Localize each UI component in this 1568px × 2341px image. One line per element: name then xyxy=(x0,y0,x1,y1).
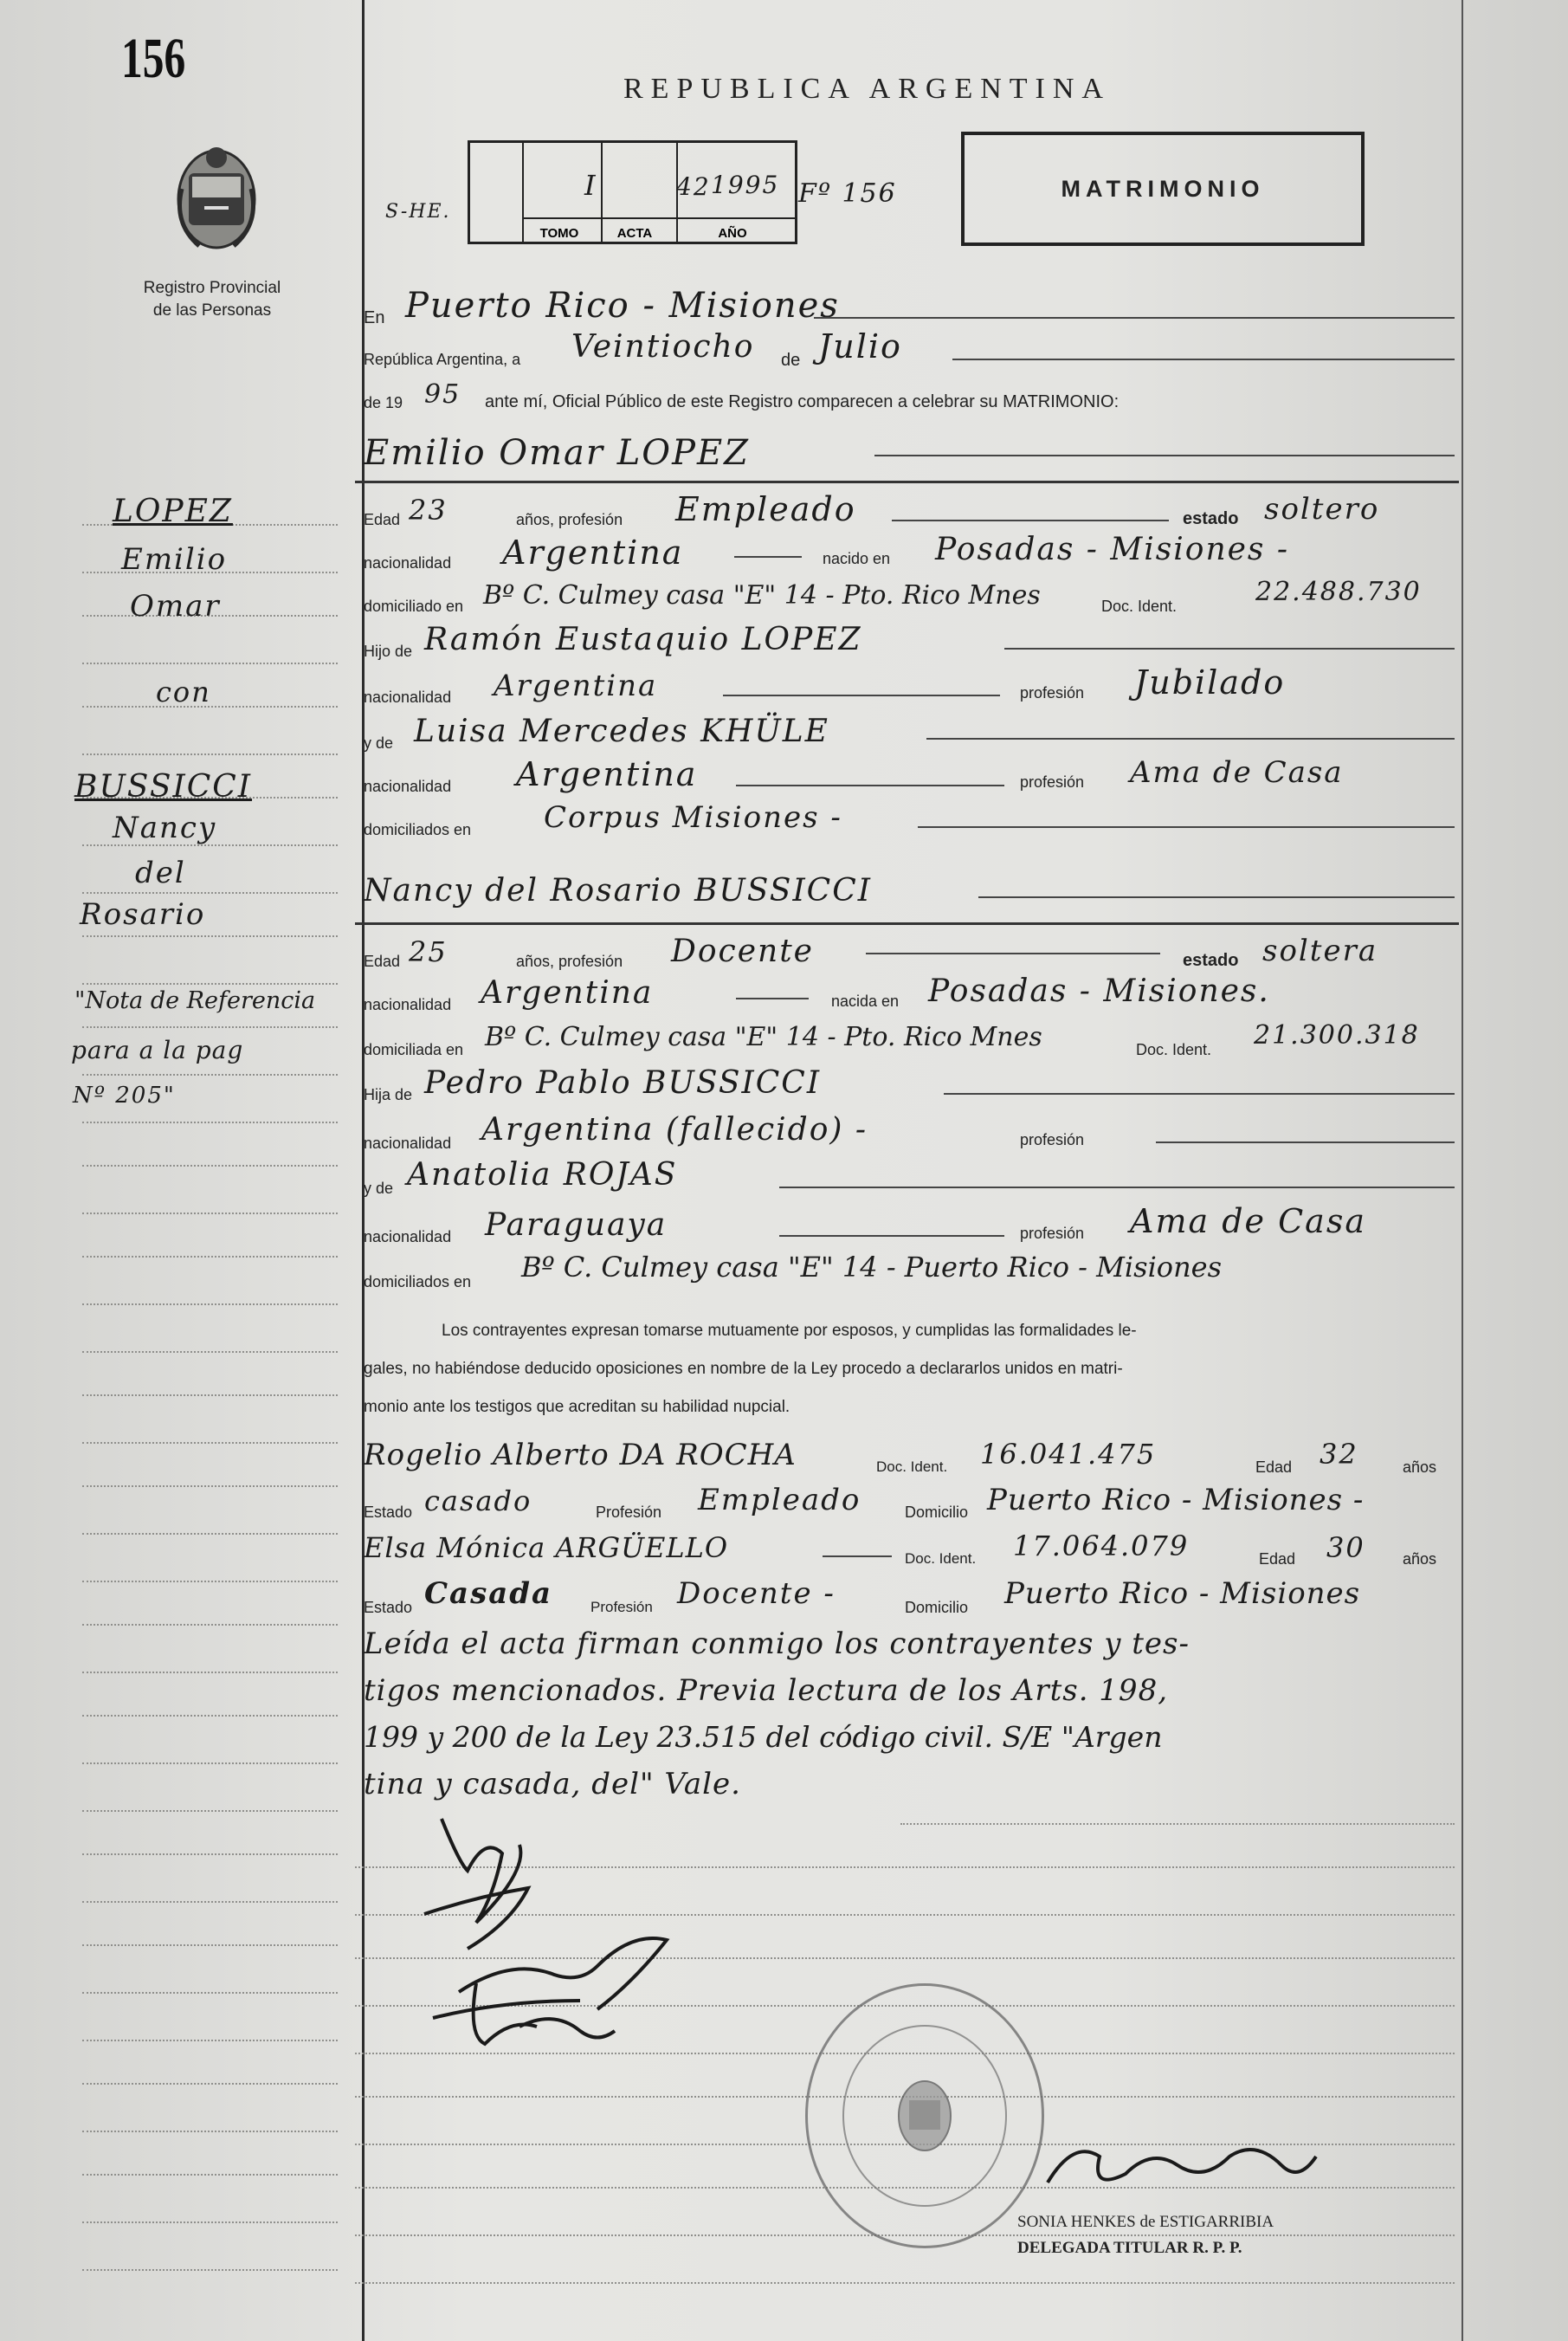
registrar-title: DELEGADA TITULAR R. P. P. xyxy=(1017,2239,1242,2257)
margin-con: con xyxy=(156,676,211,708)
bride-civil-status: soltera xyxy=(1262,934,1378,968)
registry-line-2: de las Personas xyxy=(152,301,272,320)
witness2-name: Elsa Mónica ARGÜELLO xyxy=(364,1531,729,1564)
day: Veintiocho xyxy=(571,329,755,365)
coat-of-arms-icon xyxy=(165,137,268,258)
closing-line-3: 199 y 200 de la Ley 23.515 del código civil. S/E "Argen xyxy=(364,1720,1163,1754)
acta-value: 42 xyxy=(676,172,711,201)
groom-age: 23 xyxy=(409,494,448,527)
bride-birthplace: Posadas - Misiones. xyxy=(928,973,1270,1009)
groom-doc-number: 22.488.730 xyxy=(1255,577,1422,607)
witness2-age: 30 xyxy=(1326,1531,1365,1564)
margin-bride-given-2: del xyxy=(135,856,186,890)
witness1-profession: Empleado xyxy=(698,1483,861,1517)
registrar-signature-text xyxy=(1117,2139,1315,2174)
margin-reference-1: "Nota de Referencia xyxy=(74,987,316,1014)
folio-number: 156 xyxy=(121,27,186,90)
witness2-doc: 17.064.079 xyxy=(1013,1529,1190,1562)
statement-line-3: monio ante los testigos que acreditan su habilidad nupcial. xyxy=(364,1398,790,1416)
declaration: ante mí, Oficial Público de este Registro comparecen a celebrar su MATRIMONIO: xyxy=(485,392,1120,411)
bride-father: Pedro Pablo BUSSICCI xyxy=(424,1065,822,1101)
margin-groom-surname: LOPEZ xyxy=(113,494,233,529)
acta-label: ACTA xyxy=(616,226,653,241)
bride-mother: Anatolia ROJAS xyxy=(407,1157,678,1193)
groom-civil-status: soltero xyxy=(1264,492,1380,527)
tomo-value: I xyxy=(584,169,597,202)
groom-father: Ramón Eustaquio LOPEZ xyxy=(424,622,862,657)
margin-reference-2: para a la pag xyxy=(71,1036,244,1064)
groom-father-profession: Jubilado xyxy=(1134,663,1286,702)
registry-line-1: Registro Provincial xyxy=(143,279,281,297)
statement-line-1: Los contrayentes expresan tomarse mutuamente por esposos, y cumplidas las formalidades le- xyxy=(442,1322,1137,1340)
registrar-name: SONIA HENKES de ESTIGARRIBIA xyxy=(1017,2213,1274,2231)
groom-full-name: Emilio Omar LOPEZ xyxy=(364,433,750,473)
groom-address: Bº C. Culmey casa "E" 14 - Pto. Rico Mnes xyxy=(483,580,1041,611)
witness2-profession: Docente - xyxy=(677,1576,836,1611)
witness1-age: 32 xyxy=(1320,1438,1358,1471)
record-type-box xyxy=(961,132,1365,246)
witness1-doc: 16.041.475 xyxy=(980,1438,1157,1471)
official-stamp xyxy=(805,1983,1044,2248)
signatures-graphic xyxy=(407,1784,771,2061)
margin-groom-given-1: Emilio xyxy=(121,542,228,577)
witness2-address: Puerto Rico - Misiones xyxy=(1004,1576,1361,1611)
bride-parents-address: Bº C. Culmey casa "E" 14 - Puerto Rico - Misiones xyxy=(521,1251,1223,1284)
groom-profession: Empleado xyxy=(675,490,856,528)
month: Julio xyxy=(818,327,902,365)
groom-mother-profession: Ama de Casa xyxy=(1130,755,1344,790)
groom-mother: Luisa Mercedes KHÜLE xyxy=(414,714,829,749)
tomo-label: TOMO xyxy=(539,226,579,241)
witness2-status: Casada xyxy=(424,1576,553,1611)
closing-line-4: tina y casada, del" Vale. xyxy=(364,1767,741,1801)
series-label: S-HE. xyxy=(385,201,451,223)
margin-bride-given-3: Rosario xyxy=(80,897,206,932)
place: Puerto Rico - Misiones xyxy=(405,286,840,326)
year-suffix: 95 xyxy=(424,379,461,410)
bride-age: 25 xyxy=(409,935,448,968)
bride-nationality: Argentina xyxy=(481,975,654,1011)
witness1-address: Puerto Rico - Misiones - xyxy=(987,1483,1365,1517)
folio-reference: Fº 156 xyxy=(798,178,897,209)
groom-birthplace: Posadas - Misiones - xyxy=(935,532,1290,567)
bride-profession: Docente xyxy=(671,934,814,969)
groom-parents-address: Corpus Misiones - xyxy=(544,800,842,835)
witness1-name: Rogelio Alberto DA ROCHA xyxy=(364,1438,797,1472)
groom-nationality: Argentina xyxy=(502,534,684,572)
ano-label: AÑO xyxy=(718,226,747,241)
witness1-status: casado xyxy=(424,1484,532,1517)
country-title: REPUBLICA ARGENTINA xyxy=(623,73,1111,105)
statement-line-2: gales, no habiéndose deducido oposiciones en nombre de la Ley procedo a declararlos unidos en matri- xyxy=(364,1360,1123,1378)
closing-line-1: Leída el acta firman conmigo los contrayentes y tes- xyxy=(364,1626,1190,1661)
bride-address: Bº C. Culmey casa "E" 14 - Pto. Rico Mnes xyxy=(485,1022,1042,1052)
record-reference-box xyxy=(468,140,797,244)
margin-groom-given-2: Omar xyxy=(130,589,221,624)
margin-bride-given-1: Nancy xyxy=(113,811,217,845)
margin-reference-3: Nº 205" xyxy=(73,1083,176,1109)
bride-full-name: Nancy del Rosario BUSSICCI xyxy=(364,873,872,909)
registry-office-label xyxy=(95,277,329,322)
stamp-emblem-icon xyxy=(890,2073,959,2159)
groom-mother-nationality: Argentina xyxy=(516,755,698,793)
margin-bride-surname: BUSSICCI xyxy=(74,769,253,805)
groom-father-nationality: Argentina xyxy=(494,669,658,703)
right-border xyxy=(1462,0,1463,2341)
ano-value: 1995 xyxy=(711,171,780,199)
bride-doc-number: 21.300.318 xyxy=(1254,1020,1420,1051)
bride-mother-profession: Ama de Casa xyxy=(1130,1202,1366,1240)
closing-line-2: tigos mencionados. Previa lectura de los Arts. 198, xyxy=(364,1673,1169,1708)
record-type: MATRIMONIO xyxy=(1061,175,1265,202)
marriage-certificate-page: 156 Registro Provincial de las Personas REPUBLICA ARGENTINA S-HE. I 42 1995 TOMO ACTA AÑO Fº 156 MATRIMONIO En Puerto Rico - Misiones República Argentina, a Veintiocho de Julio de 19 95 ante mí, Oficial Público de este Registro comparecen a celebrar su MATRIMONIO: Emilio Omar LOPEZ Edad 23 años, profesión Empleado estado soltero nacionalidad Argentina nacido en Posadas - Misiones - domiciliado en Bº C. Culmey casa "E" 14 - Pto. Rico Mnes Doc. Ident. 22.488.730 Hijo de Ramón Eustaquio LOPEZ nacionalidad Argentina profesión Jubilado y de Luisa Mercedes KHÜLE nacionalidad Argentina profesión Ama de Casa domiciliados en Corpus Misiones - Nancy del Rosario BUSSICCI Edad 25 años, profesión Docente estado soltera nacionalidad Argentina nacida en Posadas - Misiones. domiciliada en Bº C. Culmey casa "E" 14 - Pto. Rico Mnes Doc. Ident. 21.300.318 Hija de Pedro Pablo BUSSICCI nacionalidad Argentina (fallecido) - profesión y de Anatolia ROJAS nacionalidad Paraguaya profesión Ama de Casa domiciliados en Bº C. Culmey casa "E" 14 - Puerto Rico - Misiones Los contrayentes expresan tomarse mutuamente por esposos, y cumplidas las formalidades le- gales, no habiéndose deducido oposiciones en nombre de la Ley procedo a declararlos unidos en matri- monio ante los testigos que acreditan su habilidad nupcial. Rogelio Alberto DA ROCHA Doc. Ident. 16.041.475 Edad 32 años Estado casado Profesión Empleado Domicilio Puerto Rico - Misiones - Elsa Mónica ARGÜELLO Doc. Ident. 17.064.079 Edad 30 años Estado Casada Profesión Docente - Domicilio Puerto Rico - Misiones Leída el acta firman conmigo los contrayentes y tes- tigos mencionados. Previa lectura de los Arts. 198, 199 y 200 de la Ley 23.515 del código civil. S/E "Argen tina y casada, del" Vale. LOPEZ Emilio Omar con BUSSICCI Nancy del Rosario "Nota de Referencia para a la pag Nº 205" SONIA HENKES de ESTIGARRIBIA DELEGADA TITULAR R. P. P. xyxy=(0,0,1568,2341)
bride-father-nationality: Argentina (fallecido) - xyxy=(481,1112,868,1148)
bride-mother-nationality: Paraguaya xyxy=(485,1207,668,1243)
